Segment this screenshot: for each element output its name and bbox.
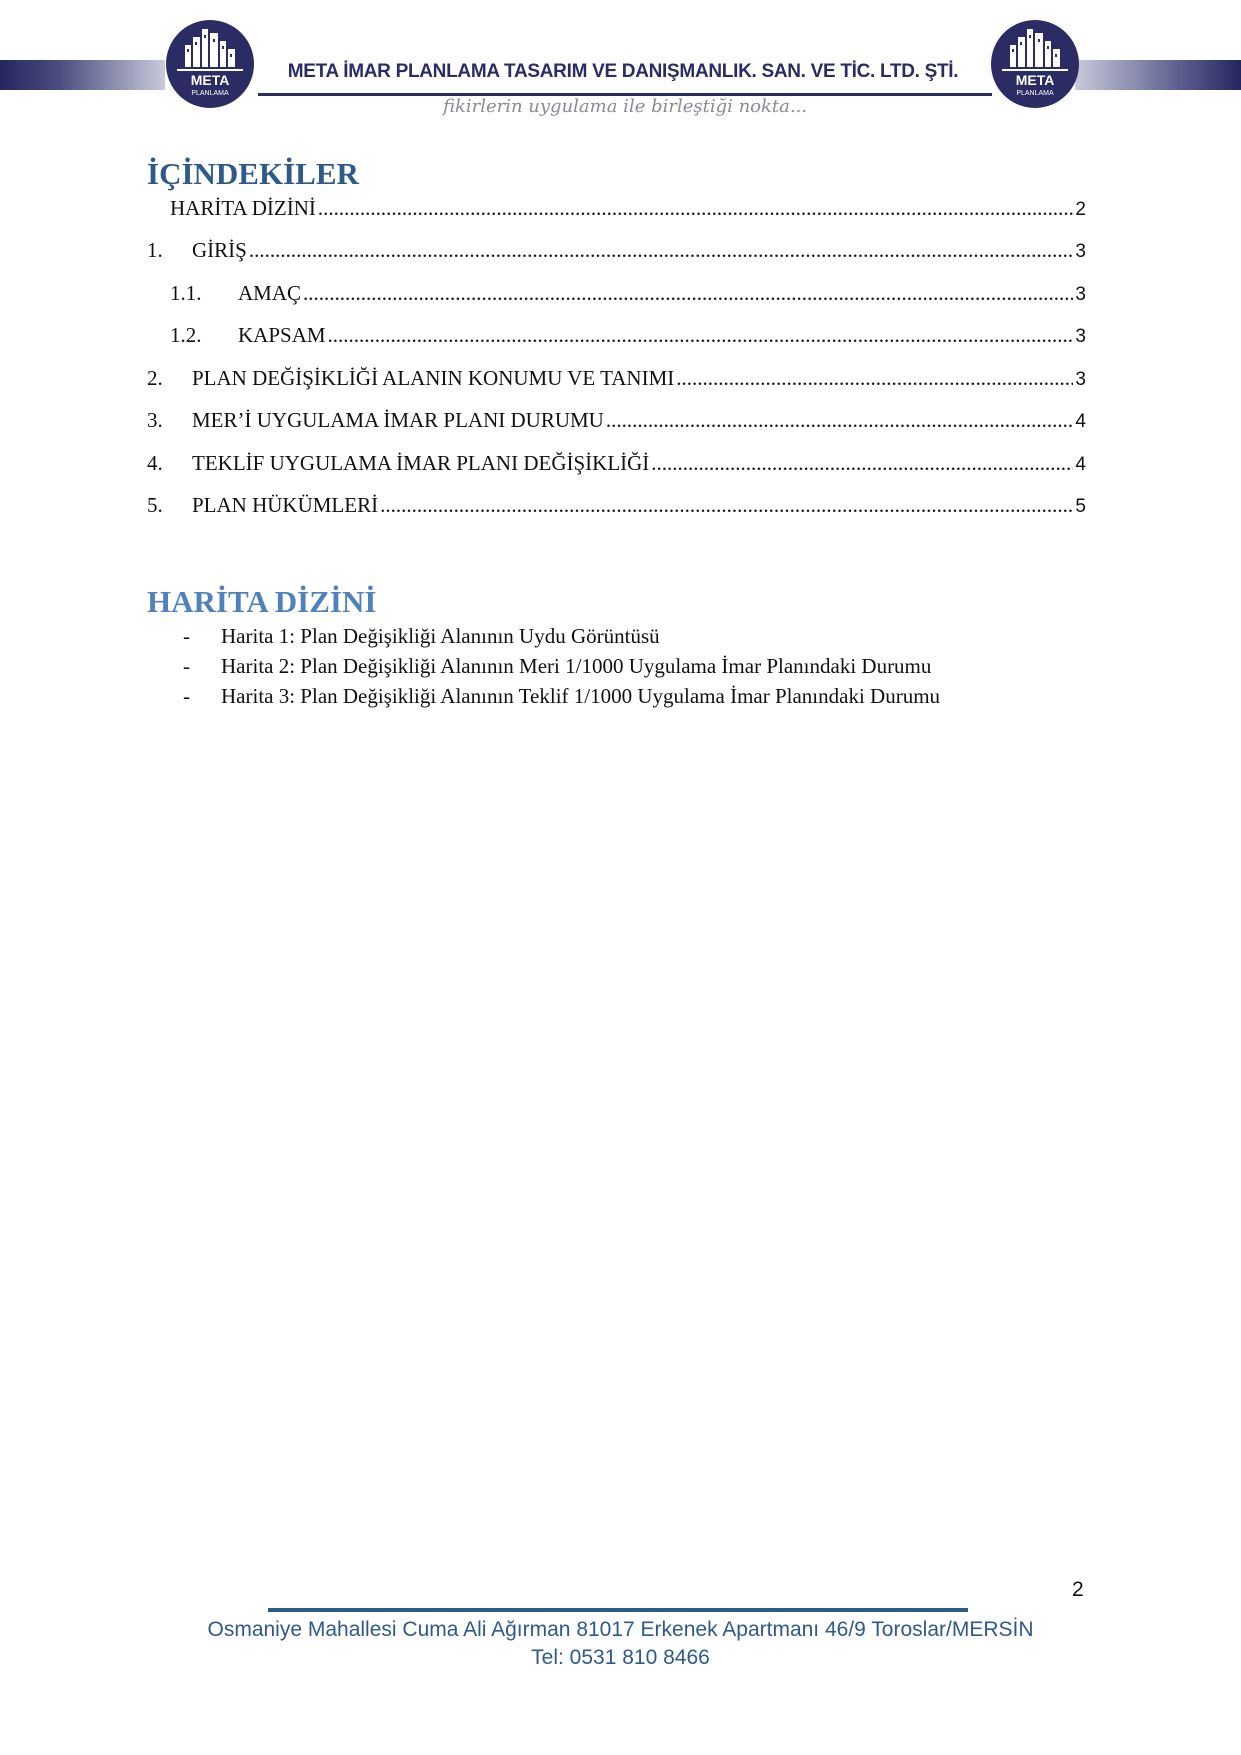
company-logo-right xyxy=(990,19,1080,109)
toc-entry-text: PLAN HÜKÜMLERİ xyxy=(192,493,379,517)
map-list-item xyxy=(183,624,660,649)
toc-leader xyxy=(303,281,1073,306)
toc-entry-text: MER’İ UYGULAMA İMAR PLANI DURUMU xyxy=(192,408,604,432)
toc-entry-page: 3 xyxy=(1075,326,1086,347)
company-logo-left xyxy=(165,19,255,109)
toc-entry-page: 3 xyxy=(1075,284,1086,305)
toc-entry-text: TEKLİF UYGULAMA İMAR PLANI DEĞİŞİKLİĞİ xyxy=(192,451,650,475)
footer-rule xyxy=(268,1608,968,1612)
toc-leader xyxy=(676,366,1073,391)
page-number: 2 xyxy=(1072,1578,1084,1601)
toc-entry-number: 5. xyxy=(147,493,163,517)
footer-address: Osmaniye Mahallesi Cuma Ali Ağırman 81017 Erkenek Apartmanı 46/9 Toroslar/MERSİN xyxy=(207,1618,1034,1641)
toc-entry-number: 1.1. xyxy=(170,281,202,305)
company-tagline: fikirlerin uygulama ile birleştiği nokta... xyxy=(442,96,808,117)
toc-entry-page: 4 xyxy=(1075,454,1086,475)
header-band-left xyxy=(0,60,165,90)
list-bullet: - xyxy=(183,654,190,678)
map-list-item xyxy=(183,684,940,709)
toc-leader xyxy=(318,196,1074,221)
company-name: META İMAR PLANLAMA TASARIM VE DANIŞMANLIK. SAN. VE TİC. LTD. ŞTİ. xyxy=(287,61,959,82)
toc-entry[interactable] xyxy=(147,238,1086,264)
toc-entry-number: 1. xyxy=(147,238,163,262)
toc-entry-text: AMAÇ xyxy=(238,281,302,305)
toc-entry-number: 3. xyxy=(147,408,163,432)
toc-entry[interactable] xyxy=(147,366,1086,392)
toc-leader xyxy=(328,323,1074,348)
list-bullet: - xyxy=(183,624,190,648)
toc-entry-page: 5 xyxy=(1075,496,1086,517)
toc-entry[interactable] xyxy=(170,196,1086,222)
footer-phone: Tel: 0531 810 8466 xyxy=(531,1646,710,1669)
toc-entry-number: 2. xyxy=(147,366,163,390)
maps-index-title: HARİTA DİZİNİ xyxy=(147,584,377,619)
toc-entry-text: KAPSAM xyxy=(238,323,326,347)
toc-entry-page: 3 xyxy=(1075,369,1086,390)
toc-entry[interactable] xyxy=(147,408,1086,434)
header-band-right xyxy=(1075,60,1241,90)
toc-entry[interactable] xyxy=(170,323,1086,349)
logo-word: META xyxy=(190,72,230,88)
map-item-text: Harita 1: Plan Değişikliği Alanının Uydu Görüntüsü xyxy=(221,624,660,648)
logo-word: META xyxy=(1015,72,1055,88)
toc-entry-page: 2 xyxy=(1075,199,1086,220)
map-item-text: Harita 3: Plan Değişikliği Alanının Teklif 1/1000 Uygulama İmar Planındaki Durumu xyxy=(221,684,941,708)
toc-entry-text: HARİTA DİZİNİ xyxy=(170,196,316,220)
toc-entry-page: 3 xyxy=(1075,241,1086,262)
toc-title: İÇİNDEKİLER xyxy=(147,156,359,191)
toc-entry[interactable] xyxy=(147,451,1086,477)
toc-leader xyxy=(249,238,1074,263)
logo-sub: PLANLAMA xyxy=(1016,90,1054,97)
toc-entry-text: PLAN DEĞİŞİKLİĞİ ALANIN KONUMU VE TANIMI xyxy=(192,366,675,390)
toc-entry[interactable] xyxy=(147,493,1086,519)
logo-sub: PLANLAMA xyxy=(191,90,229,97)
toc-leader xyxy=(651,451,1073,476)
toc-entry-number: 1.2. xyxy=(170,323,202,347)
toc-entry-page: 4 xyxy=(1075,411,1086,432)
toc-leader xyxy=(606,408,1074,433)
toc-entry[interactable] xyxy=(170,281,1086,307)
toc-entry-number: 4. xyxy=(147,451,163,475)
toc-entry-text: GİRİŞ xyxy=(192,238,247,262)
list-bullet: - xyxy=(183,684,190,708)
toc-leader xyxy=(380,493,1073,518)
map-item-text: Harita 2: Plan Değişikliği Alanının Meri 1/1000 Uygulama İmar Planındaki Durumu xyxy=(221,654,932,678)
map-list-item xyxy=(183,654,931,679)
